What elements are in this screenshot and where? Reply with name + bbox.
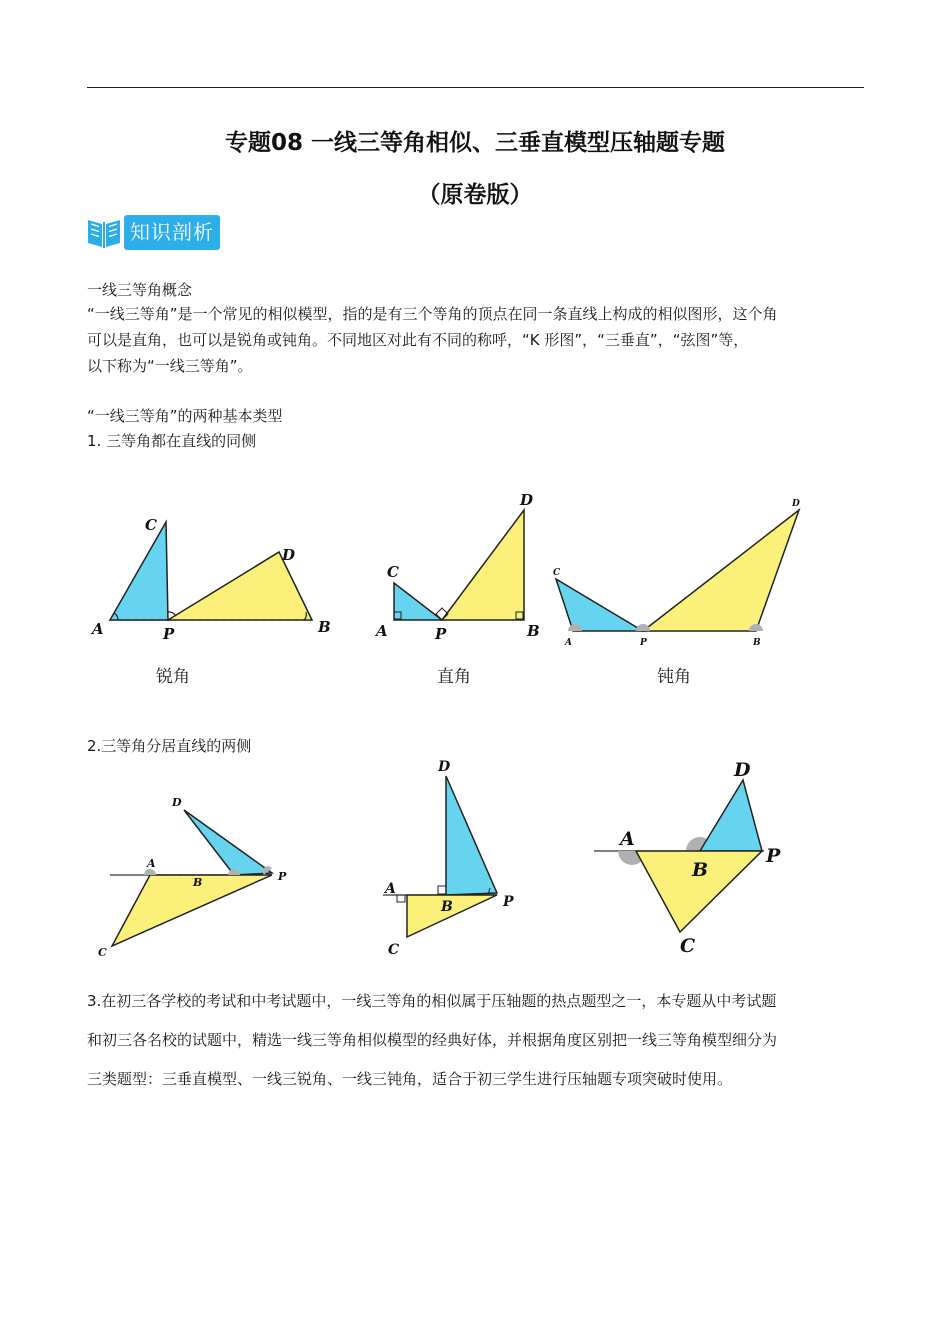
triangle-dbp (184, 810, 272, 875)
figure-obtuse (553, 499, 800, 648)
para3-line-2: 和初三各名校的试题中，精选一线三等角相似模型的经典好体，并根据角度区别把一线三等角模型细分为 (87, 1031, 778, 1049)
label-p: P (163, 625, 175, 643)
label-a: A (385, 881, 396, 897)
triangle-acp (112, 875, 272, 946)
label-a: A (147, 857, 156, 870)
concept-line-2: 可以是直角，也可以是锐角或钝角。不同地区对此有不同的称呼，“K 形图”，“三垂直”，“弦图”等， (87, 331, 749, 349)
label-b: B (318, 618, 331, 636)
label-d: D (172, 796, 182, 809)
section-badge-label: 知识剖析 (124, 215, 220, 250)
label-p: P (435, 625, 447, 643)
triangle-acp (556, 579, 643, 631)
label-d: D (520, 491, 534, 509)
label-d: D (792, 499, 800, 509)
triangle-acp (110, 522, 168, 620)
type2-heading: 2.三等角分居直线的两侧 (87, 737, 252, 755)
para3-line-1: 3.在初三各学校的考试和中考试题中，一线三等角的相似属于压轴题的热点题型之一，本专题从中考试题 (87, 992, 777, 1010)
label-p: P (766, 845, 781, 867)
types-heading: “一线三等角”的两种基本类型 (87, 407, 283, 425)
figure-acute (90, 516, 331, 643)
para3-line-3: 三类题型：三垂直模型、一线三锐角、一线三钝角，适合于初三学生进行压轴题专项突破时使用。 (87, 1070, 733, 1088)
label-p: P (278, 870, 287, 883)
page-subtitle: （原卷版） (417, 182, 533, 208)
label-a: A (620, 828, 635, 850)
label-d: D (734, 759, 751, 781)
label-c: C (145, 516, 157, 534)
label-b: B (753, 638, 761, 648)
label-b: B (193, 876, 203, 889)
label-c: C (680, 935, 696, 957)
label-d: D (282, 546, 296, 564)
label-p: P (640, 638, 647, 648)
concept-line-1: “一线三等角”是一个常见的相似模型，指的是有三个等角的顶点在同一条直线上构成的相似图形，这个角 (87, 305, 778, 323)
label-p: P (503, 894, 514, 910)
caption-acute: 锐角 (156, 667, 190, 687)
label-c: C (553, 568, 561, 578)
label-a: A (376, 622, 388, 640)
label-b: B (527, 622, 540, 640)
triangle-pdb (643, 510, 799, 631)
label-b: B (441, 899, 453, 915)
label-b: B (692, 859, 709, 881)
label-c: C (98, 946, 107, 959)
label-c: C (387, 563, 399, 581)
concept-heading: 一线三等角概念 (87, 281, 193, 299)
caption-obtuse: 钝角 (657, 667, 691, 687)
page-title: 专题08 一线三等角相似、三垂直模型压轴题专题 (224, 130, 725, 156)
figure-opposite-obtuse (594, 759, 781, 957)
triangle-pdb (442, 510, 524, 620)
figure-opposite-right (383, 759, 514, 958)
concept-line-3: 以下称为“一线三等角”。 (87, 357, 253, 375)
triangle-dbp (700, 780, 762, 851)
label-d: D (438, 759, 451, 775)
triangle-dbp (446, 776, 497, 895)
label-a: A (565, 638, 572, 648)
label-c: C (388, 942, 400, 958)
caption-right: 直角 (437, 667, 471, 687)
figure-right (374, 491, 540, 643)
figure-opposite-acute (98, 796, 287, 959)
label-a: A (92, 620, 104, 638)
type1-heading: 1. 三等角都在直线的同侧 (87, 432, 257, 450)
